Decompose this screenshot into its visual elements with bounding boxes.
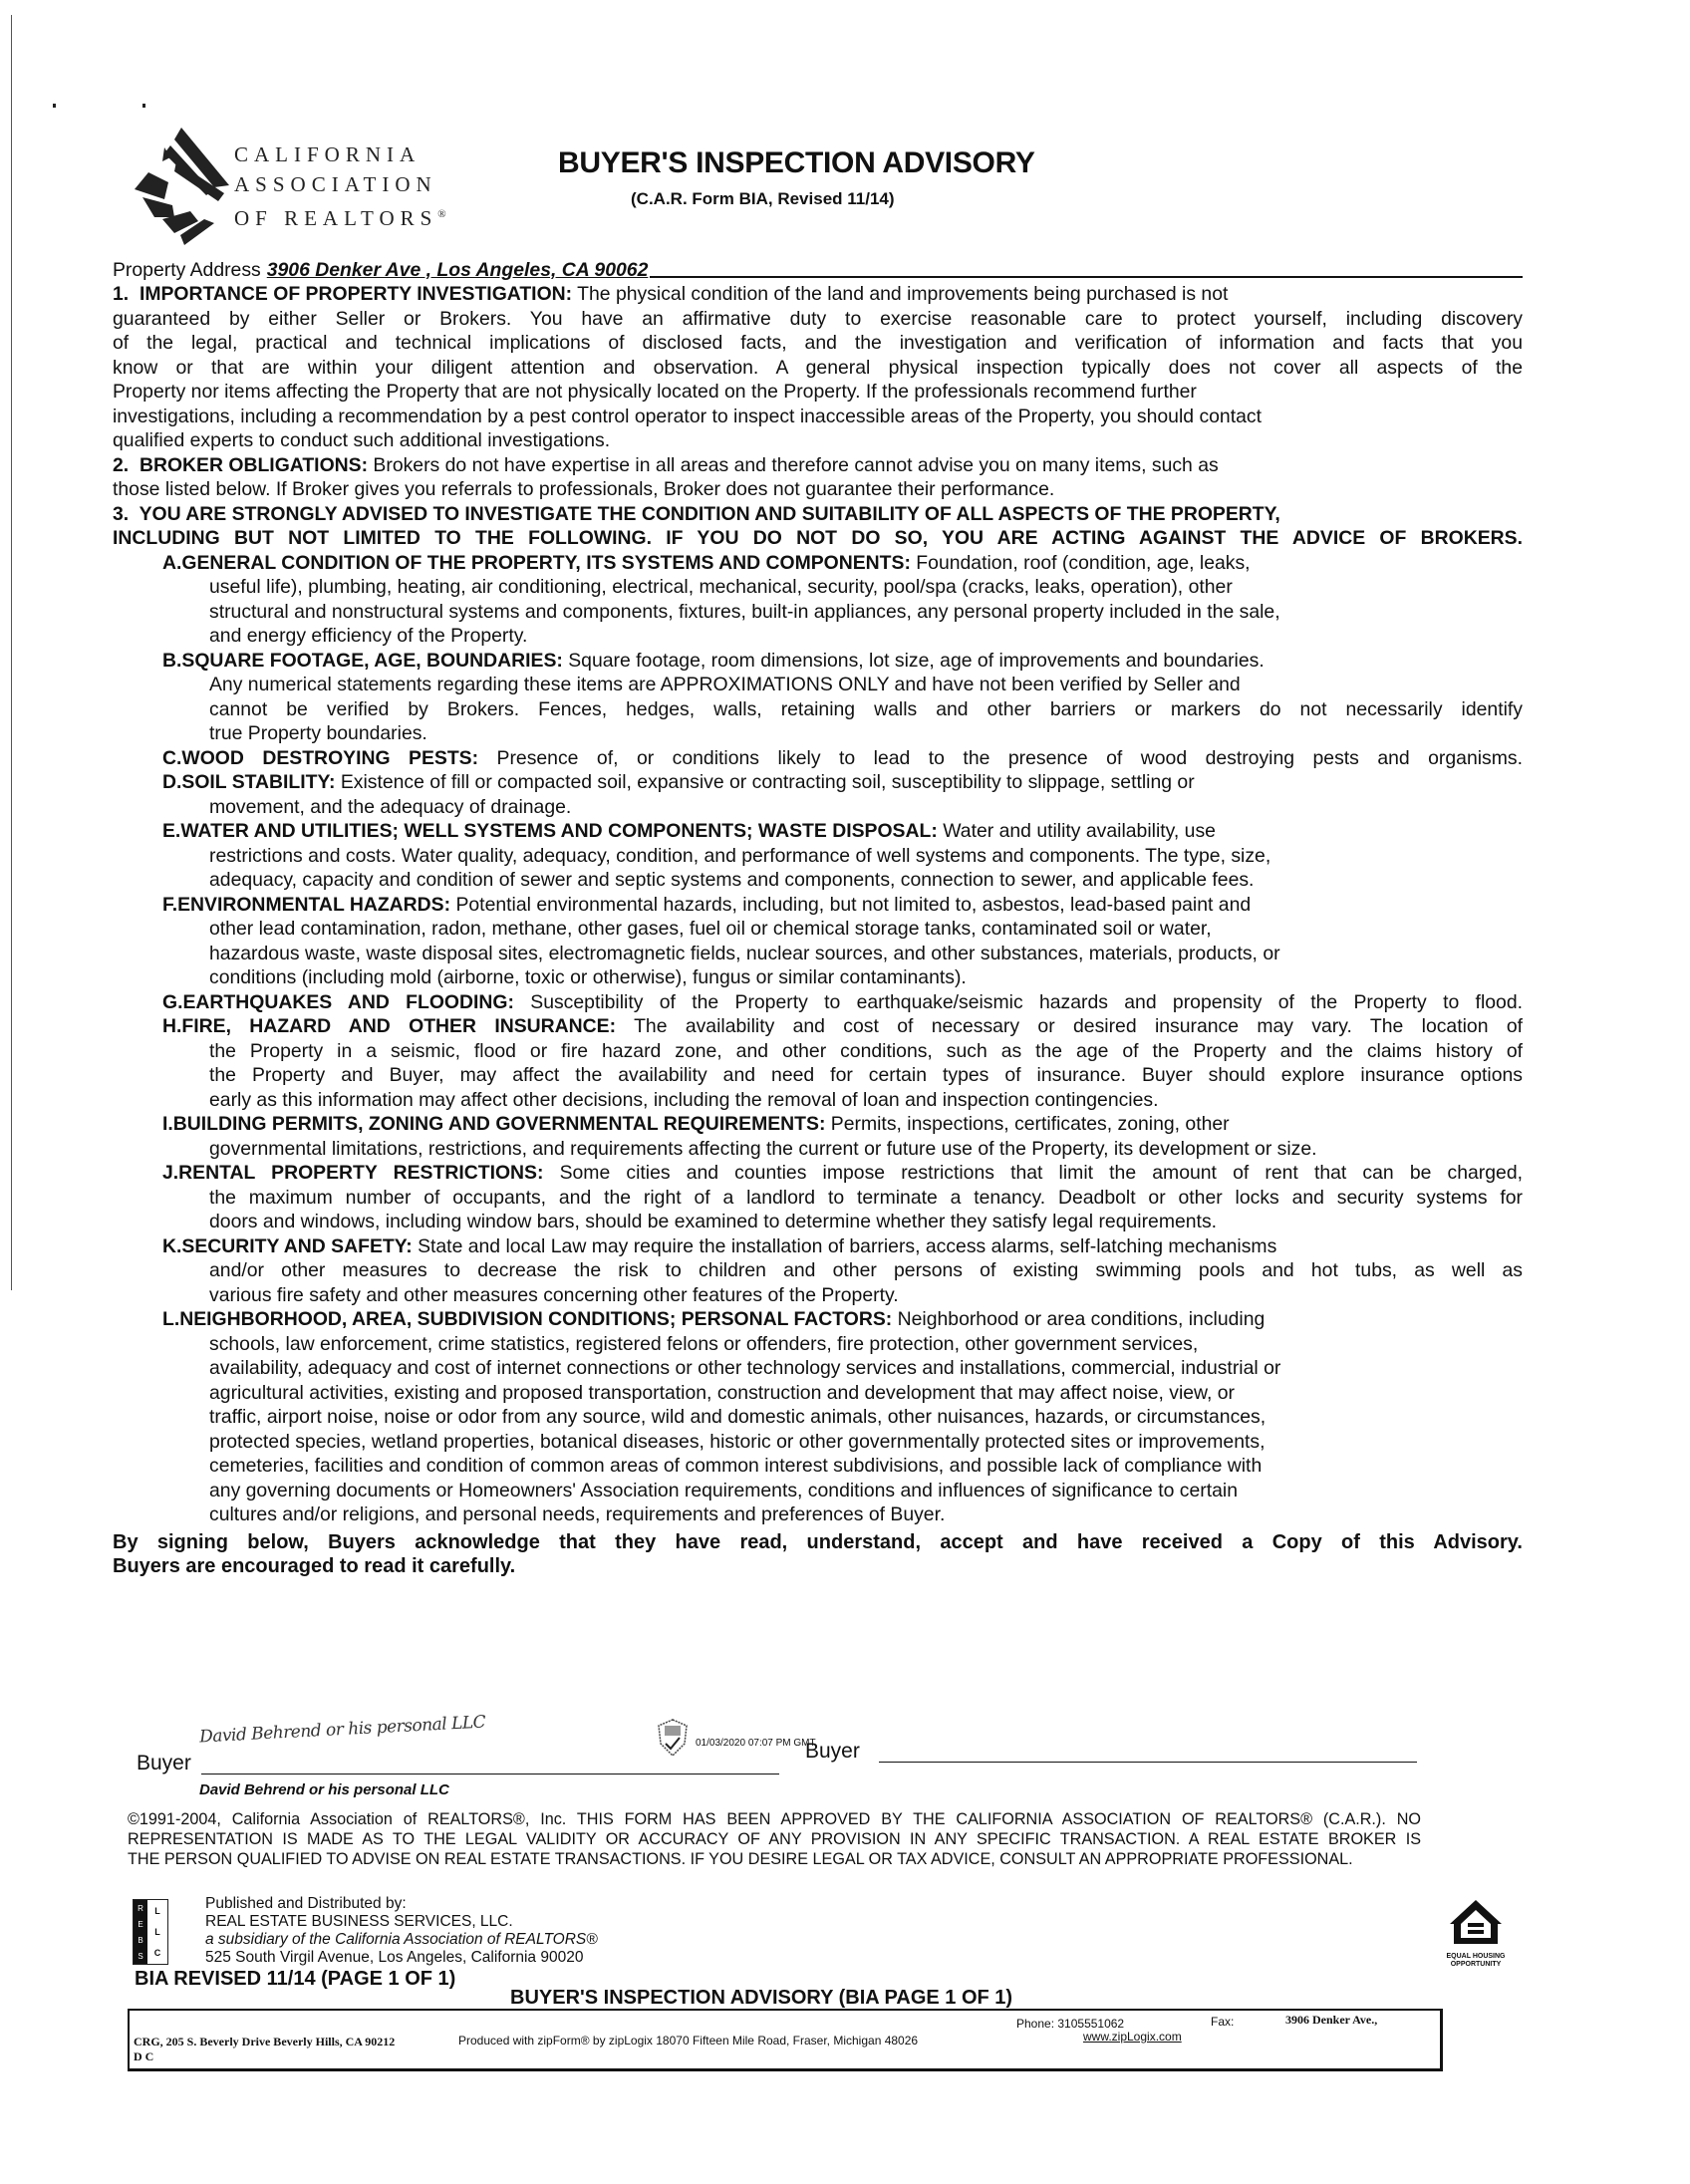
item-letter: E. [162,820,181,842]
item-text: conditions (including mold (airborne, toxic or otherwise), fungus or similar contaminants). [209,966,967,988]
section-heading: INCLUDING BUT NOT LIMITED TO THE FOLLOWING. IF YOU DO NOT DO SO, YOU ARE ACTING AGAINST THE ADVICE OF BROKERS. [113,527,1523,549]
item-text: the Property in a seismic, flood or fire hazard zone, and other conditions, such as the age of the Property and the claims history of [209,1039,1523,1062]
item-text: Permits, inspections, certificates, zoning, other [825,1113,1230,1135]
item-heading [162,990,1523,1015]
inspection-item [113,990,1523,1015]
property-address-row [113,254,1523,282]
publisher-info [205,1895,598,1967]
text-line [113,1014,1523,1039]
item-text: hazardous waste, waste disposal sites, electromagnetic fields, nuclear sources, and other substances, materials, products, or [209,942,1280,964]
item-text: adequacy, capacity and condition of sewer and septic systems and components, connection to sewer, and applicable fees. [209,869,1255,891]
logo-letter: B [138,1935,143,1945]
inspection-item [113,1112,1523,1161]
item-heading [162,551,1251,576]
footer-box [128,2009,1443,2071]
inspection-item [113,551,1523,649]
inspection-item [113,1161,1523,1234]
section-text: The physical condition of the land and improvements being purchased is not [572,283,1229,305]
item-heading [162,746,1523,771]
text-line [113,942,1523,966]
scan-margin-line [11,15,12,1290]
publisher-line: REAL ESTATE BUSINESS SERVICES, LLC. [205,1913,513,1930]
text-line [113,1283,1523,1308]
section-number: 2. [113,453,140,476]
item-title: SQUARE FOOTAGE, AGE, BOUNDARIES: [181,649,563,672]
footer-property: 3906 Denker Ave., [1285,2013,1378,2027]
footer-produced-by: Produced with zipForm® by zipLogix 18070 Fifteen Mile Road, Fraser, Michigan 48026 [458,2034,919,2048]
item-text: availability, adequacy and cost of internet connections or other technology services and installations, commercial, industrial or [209,1357,1281,1379]
section-heading [113,453,1219,478]
inspection-item [113,649,1523,746]
text-line [113,917,1523,942]
item-text: and/or other measures to decrease the risk to children and other persons of existing swimming pools and hot tubs, as well as [209,1259,1523,1281]
text-line [113,1307,1523,1332]
inspection-item [113,1234,1523,1308]
publisher-line: a subsidiary of the California Association of REALTORS® [205,1931,598,1948]
property-address-value: 3906 Denker Ave , Los Angeles, CA 90062 [266,258,649,281]
footer-initials: D C [134,2049,154,2063]
text-line [113,1356,1523,1381]
text-line [113,697,1523,722]
section-heading: 3. YOU ARE STRONGLY ADVISED TO INVESTIGATE THE CONDITION AND SUITABILITY OF ALL ASPECTS OF THE PROPERTY, [113,502,1280,525]
section-text: Brokers do not have expertise in all areas and therefore cannot advise you on many items, such as [368,453,1219,476]
item-text: cultures and/or religions, and personal needs, requirements and preferences of Buyer. [209,1503,946,1525]
text-line [113,893,1523,918]
item-text: Existence of fill or compacted soil, expansive or contracting soil, susceptibility to slippage, settling or [335,771,1195,793]
page-title: BUYER'S INSPECTION ADVISORY [558,146,1035,179]
logo-line: CALIFORNIA [234,142,422,166]
inspection-item [113,893,1523,990]
scan-speck [142,104,145,108]
logo-letter: C [153,1948,161,1959]
footer-website-link[interactable]: www.zipLogix.com [1083,2030,1182,2044]
acknowledgement-text: Buyers are encouraged to read it carefully. [113,1555,516,1577]
item-letter: L. [162,1308,180,1330]
verified-seal-icon [656,1718,690,1758]
text-line [113,1088,1523,1113]
text-line [113,746,1523,771]
item-title: SECURITY AND SAFETY: [181,1234,413,1257]
text-line [113,1454,1523,1479]
text-line [113,380,1523,405]
text-line [113,1502,1523,1527]
item-letter: B. [162,649,182,672]
text-line [113,551,1523,576]
car-logo-text [234,139,446,233]
item-heading [162,649,1265,674]
equal-housing-logo [1446,1898,1506,1969]
item-title: FIRE, HAZARD AND OTHER INSURANCE: [181,1015,617,1037]
copyright-notice [128,1809,1421,1869]
property-address-label: Property Address [113,258,261,281]
item-text: the Property and Buyer, may affect the availability and need for certain types of insurance. Buyer should explore insurance options [209,1064,1523,1086]
item-heading [162,893,1251,918]
buyer1-printed-name: David Behrend or his personal LLC [199,1781,449,1798]
text-line [113,965,1523,990]
legal-line [128,1809,1421,1829]
item-text: various fire safety and other measures concerning other features of the Property. [209,1283,899,1306]
item-text: Susceptibility of the Property to earthquake/seismic hazards and propensity of the Property to flood. [513,990,1523,1013]
scan-speck [53,104,56,108]
item-letter: G. [162,990,183,1013]
car-logo-icon [135,128,229,245]
item-title: EARTHQUAKES AND FLOODING: [182,990,514,1013]
publisher-line: Published and Distributed by: [205,1895,407,1912]
logo-letter: E [138,1919,143,1929]
text-line [113,1186,1523,1211]
text-line [113,1381,1523,1406]
section-text: investigations, including a recommendation by a pest control operator to inspect inaccessible areas of the Property, you should contact [113,405,1262,427]
item-text: Any numerical statements regarding these items are APPROXIMATIONS ONLY and have not been verified by Seller and [209,674,1241,695]
registered-mark: ® [437,208,446,220]
item-text: early as this information may affect other decisions, including the removal of loan and inspection contingencies. [209,1088,1159,1111]
item-text: protected species, wetland properties, botanical diseases, historic or other governmentally protected sites or improvements, [209,1430,1266,1453]
legal-text: ©1991-2004, California Association of REALTORS®, Inc. THIS FORM HAS BEEN APPROVED BY THE CALIFORNIA ASSOCIATION OF REALTORS® (C.A.R.). NO [128,1810,1421,1828]
inspection-items [113,551,1523,1527]
text-line [113,1112,1523,1137]
section-text: guaranteed by either Seller or Brokers. You have an affirmative duty to exercise reasonable care to protect yourself, including discovery [113,307,1523,330]
text-line [113,624,1523,649]
legal-line [128,1849,1421,1869]
item-heading [162,1307,1265,1332]
inspection-item [113,1307,1523,1527]
legal-text: REPRESENTATION IS MADE AS TO THE LEGAL VALIDITY OR ACCURACY OF ANY PROVISION IN ANY SPECIFIC TRANSACTION. A REAL ESTATE BROKER IS [128,1830,1421,1848]
acknowledgement-text: By signing below, Buyers acknowledge that they have read, understand, accept and have received a Copy of this Advisory. [113,1530,1523,1553]
item-title: WATER AND UTILITIES; WELL SYSTEMS AND COMPONENTS; WASTE DISPOSAL: [180,820,938,842]
footer-fax: Fax: [1211,2015,1235,2029]
form-revision: BIA REVISED 11/14 (PAGE 1 OF 1) [135,1968,456,1990]
item-text: movement, and the adequacy of drainage. [209,795,572,818]
property-address-rule [650,276,1523,278]
item-text: Neighborhood or area conditions, including [892,1308,1266,1330]
text-line [113,405,1523,429]
section-importance [113,282,1523,453]
legal-line [128,1829,1421,1849]
buyer1-label: Buyer [137,1752,191,1774]
text-line [113,1039,1523,1064]
item-text: the maximum number of occupants, and the right of a landlord to terminate a tenancy. Deadbolt or other locks and security systems for [209,1186,1523,1209]
item-text: agricultural activities, existing and proposed transportation, construction and development that may affect noise, view, or [209,1381,1235,1404]
item-text: Foundation, roof (condition, age, leaks, [910,551,1251,574]
section-text: qualified experts to conduct such additional investigations. [113,429,611,451]
logo-letter: S [138,1951,143,1961]
item-title: BUILDING PERMITS, ZONING AND GOVERNMENTAL REQUIREMENTS: [172,1113,826,1135]
item-text: governmental limitations, restrictions, and requirements affecting the current or future use of the Property, its development or size. [209,1137,1317,1160]
buyer1-signature-timestamp: 01/03/2020 07:07 PM GMT [696,1738,816,1749]
text-line [113,1332,1523,1357]
logo-letter: L [154,1926,160,1937]
item-title: WOOD DESTROYING PESTS: [181,746,479,769]
inspection-item [113,770,1523,819]
item-text: cemeteries, facilities and condition of common areas of common interest subdivisions, and possible lack of compliance with [209,1455,1263,1477]
text-line [113,600,1523,625]
item-letter: I. [162,1113,173,1135]
advisory-body [113,254,1523,1579]
inspection-item [113,746,1523,771]
item-text: traffic, airport noise, noise or odor from any source, wild and domestic animals, other nuisances, hazards, or circumstances, [209,1406,1267,1428]
text-line [113,526,1523,551]
item-text: cannot be verified by Brokers. Fences, hedges, walls, retaining walls and other barriers or markers do not necessarily identify [209,697,1523,720]
item-text: doors and windows, including window bars, should be examined to determine whether they satisfy legal requirements. [209,1211,1218,1232]
item-text: Presence of, or conditions likely to lead to the presence of wood destroying pests and organisms. [478,746,1523,769]
text-line [113,331,1523,356]
rebs-logo-icon [133,1899,168,1965]
text-line [113,1405,1523,1430]
item-letter: A. [162,551,182,574]
section-broker-obligations [113,453,1523,502]
item-heading [162,1161,1523,1186]
buyer2-signature-line[interactable] [879,1762,1417,1763]
footer-office: CRG, 205 S. Beverly Drive Beverly Hills, CA 90212 [134,2035,396,2048]
item-text: Water and utility availability, use [937,820,1216,842]
text-line [113,990,1523,1015]
section-text: of the legal, practical and technical implications of disclosed facts, and the investigation and verification of information and facts that you [113,332,1523,354]
section-text: Property nor items affecting the Property that are not physically located on the Property. If the professionals recommend further [113,381,1197,403]
item-text: The availability and cost of necessary or desired insurance may vary. The location of [616,1015,1523,1037]
item-text: other lead contamination, radon, methane, other gases, fuel oil or chemical storage tanks, contaminated soil or water, [209,918,1212,940]
logo-line: ASSOCIATION [234,172,437,196]
text-line [113,477,1523,502]
acknowledgement-line [113,1530,1523,1555]
item-title: SOIL STABILITY: [181,771,336,793]
section-text: know or that are within your diligent attention and observation. A general physical inspection typically does not cover all aspects of the [113,356,1523,379]
text-line [113,1479,1523,1503]
inspection-item [113,1014,1523,1112]
item-title: GENERAL CONDITION OF THE PROPERTY, ITS SYSTEMS AND COMPONENTS: [181,551,911,574]
logo-letter: L [154,1905,160,1916]
text-line [113,575,1523,600]
text-line [113,307,1523,332]
text-line [113,844,1523,869]
text-line [113,453,1523,478]
item-text: restrictions and costs. Water quality, adequacy, condition, and performance of well systems and components. The type, size, [209,844,1271,867]
item-title: NEIGHBORHOOD, AREA, SUBDIVISION CONDITIONS; PERSONAL FACTORS: [179,1308,893,1330]
section-heading [113,282,1228,307]
item-letter: H. [162,1015,182,1037]
text-line [113,1137,1523,1162]
acknowledgement-line [113,1554,1523,1579]
text-line [113,1258,1523,1283]
legal-text: THE PERSON QUALIFIED TO ADVISE ON REAL ESTATE TRANSACTIONS. IF YOU DESIRE LEGAL OR TAX ADVICE, CONSULT AN APPROPRIATE PROFESSIONAL. [128,1850,1353,1868]
text-line [113,673,1523,697]
footer-phone: Phone: 3105551062 [1016,2017,1125,2031]
text-line [113,1234,1523,1259]
item-letter: J. [162,1162,179,1184]
item-heading [162,1112,1230,1137]
item-text: useful life), plumbing, heating, air conditioning, electrical, mechanical, security, pool/spa (cracks, leaks, operation), other [209,576,1233,598]
signature-block [130,1712,1425,1801]
text-line [113,502,1523,527]
section-text: those listed below. If Broker gives you referrals to professionals, Broker does not guarantee their performance. [113,478,1055,500]
item-letter: C. [162,746,182,769]
logo-line: OF REALTORS [234,206,438,230]
item-letter: D. [162,771,182,793]
section-title: BROKER OBLIGATIONS: [139,453,369,476]
buyer2-label: Buyer [805,1740,860,1763]
equal-housing-text: OPPORTUNITY [1450,1961,1502,1968]
section-strongly-advised [113,502,1523,551]
item-text: structural and nonstructural systems and components, fixtures, built-in appliances, any personal property included in the sale, [209,600,1280,623]
buyer1-signature: David Behrend or his personal LLC [198,1712,486,1748]
item-text: schools, law enforcement, crime statistics, registered felons or offenders, fire protection, other government services, [209,1332,1199,1355]
item-text: Some cities and counties impose restrictions that limit the amount of rent that can be charged, [543,1162,1523,1184]
equal-housing-icon [1446,1898,1506,1946]
text-line [113,819,1523,844]
text-line [113,282,1523,307]
item-heading [162,1014,1523,1039]
form-subtitle: (C.A.R. Form BIA, Revised 11/14) [631,189,895,208]
text-line [113,649,1523,674]
section-number: 1. [113,283,140,305]
item-title: RENTAL PROPERTY RESTRICTIONS: [178,1162,544,1184]
text-line [113,356,1523,381]
item-heading [162,770,1195,795]
text-line [113,428,1523,453]
text-line [113,721,1523,746]
item-text: and energy efficiency of the Property. [209,625,528,647]
text-line [113,1063,1523,1088]
item-letter: K. [162,1234,182,1257]
text-line [113,1161,1523,1186]
text-line [113,1430,1523,1455]
item-text: any governing documents or Homeowners' Association requirements, conditions and influences of significance to certain [209,1479,1238,1502]
item-text: Square footage, room dimensions, lot size, age of improvements and boundaries. [562,649,1265,672]
inspection-item [113,819,1523,893]
item-text: Potential environmental hazards, including, but not limited to, asbestos, lead-based paint and [450,893,1252,916]
text-line [113,795,1523,820]
text-line [113,1210,1523,1234]
item-heading [162,819,1216,844]
text-line [113,868,1523,893]
item-letter: F. [162,893,178,916]
equal-housing-text: EQUAL HOUSING [1446,1953,1506,1960]
item-text: State and local Law may require the installation of barriers, access alarms, self-latching mechanisms [412,1234,1277,1257]
publisher-line: 525 South Virgil Avenue, Los Angeles, California 90020 [205,1949,584,1966]
text-line [113,770,1523,795]
logo-letter: R [138,1903,143,1913]
footer-form-title: BUYER'S INSPECTION ADVISORY (BIA PAGE 1 OF 1) [510,1987,1013,2009]
item-text: true Property boundaries. [209,722,427,744]
item-title: ENVIRONMENTAL HAZARDS: [177,893,451,916]
item-heading [162,1234,1276,1259]
section-title: IMPORTANCE OF PROPERTY INVESTIGATION: [139,283,573,305]
